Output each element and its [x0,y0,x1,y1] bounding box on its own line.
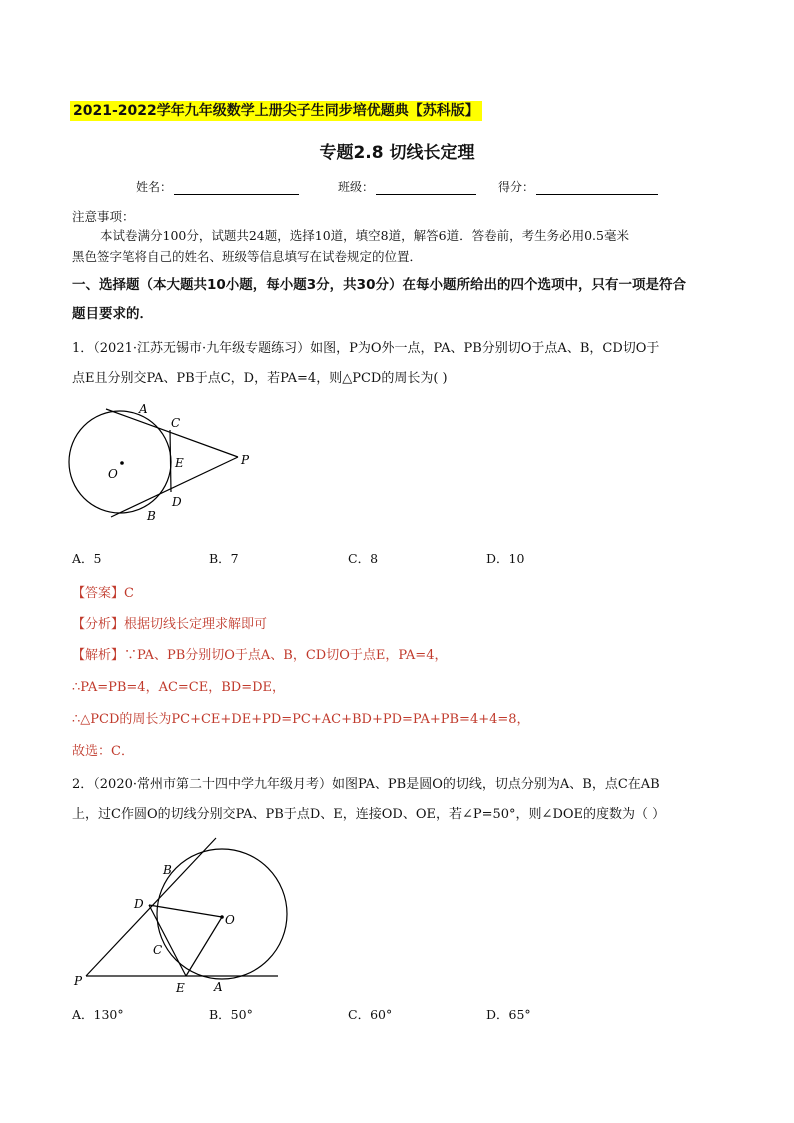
notes-line-1: 本试卷满分100分，试题共24题，选择10道，填空8道，解答6道．答卷前，考生务必用0.5毫米 [100,228,629,243]
notes-heading: 注意事项： [72,209,135,224]
q2-option-a[interactable]: A．130° [72,1007,124,1022]
q2-stem-line-2: 上，过C作圆O的切线分别交PA、PB于点D、E，连接OD、OE，若∠P=50°，则∠DOE的度数为（ ） [72,807,666,822]
q2-tangent-pb [86,838,216,976]
q2-circle [157,849,287,979]
q1-solution-1: 【解析】∵PA、PB分别切O于点A、B，CD切O于点E，PA=4， [72,648,448,663]
q1-option-a[interactable]: A．5 [72,551,102,566]
q1-option-c[interactable]: C．8 [348,551,379,566]
class-field [338,178,476,195]
q2-label-b: B [163,863,172,877]
section1-line-1: 一、选择题（本大题共10小题，每小题3分，共30分）在每小题所给出的四个选项中，只有一项是符合 [72,277,686,293]
q2-label-d: D [134,897,144,911]
q1-label-e: E [175,456,184,470]
q2-stem-line-1: 2．（2020·常州市第二十四中学九年级月考）如图PA、PB是圆O的切线，切点分别为A、B，点C在AB [72,777,660,792]
q1-label-b: B [147,509,156,523]
q2-label-o: O [225,913,235,927]
score-field [498,178,658,195]
header-band: 2021-2022学年九年级数学上册尖子生同步培优题典【苏科版】 [70,101,482,121]
q1-label-o: O [108,467,118,481]
q1-label-a: A [139,402,148,416]
q2-option-b[interactable]: B．50° [209,1007,253,1022]
q1-label-d: D [172,495,182,509]
q1-figure [66,396,266,531]
q1-solution-4: 故选：C． [72,744,134,759]
q2-center-dot [220,915,224,919]
q2-label-p: P [74,974,83,988]
page-title: 专题2.8 切线长定理 [319,143,475,163]
q1-option-d[interactable]: D．10 [486,551,525,566]
q1-stem-line-2: 点E且分别交PA、PB于点C，D，若PA=4，则△PCD的周长为( ) [72,371,448,386]
score-blank[interactable] [536,182,658,195]
q1-solution-3: ∴△PCD的周长为PC+CE+DE+PD=PC+AC+BD+PD=PA+PB=4+4=8， [72,712,530,727]
q2-label-e: E [176,981,185,995]
name-blank[interactable] [174,182,299,195]
q1-circle [69,411,171,513]
q1-label-p: P [241,453,250,467]
q2-figure [66,830,311,1000]
q1-center-dot [120,461,124,465]
q1-tangent-cd [170,430,171,492]
q2-label-a: A [214,980,223,994]
q2-label-c: C [153,943,163,957]
class-blank[interactable] [376,182,476,195]
q2-segment-od [149,905,222,917]
name-label: 姓名： [136,180,173,194]
q1-label-c: C [171,416,181,430]
section1-line-2: 题目要求的． [72,306,153,322]
q1-answer: 【答案】C [72,586,134,601]
name-field [136,178,299,195]
q2-segment-oe [186,917,222,976]
q1-analysis: 【分析】根据切线长定理求解即可 [72,617,268,632]
score-label: 得分： [498,180,535,194]
q1-solution-2: ∴PA=PB=4，AC=CE，BD=DE， [72,680,286,695]
q2-option-d[interactable]: D．65° [486,1007,531,1022]
q2-tangent-de [149,905,186,976]
class-label: 班级： [338,180,375,194]
notes-line-2: 黑色签字笔将自己的姓名、班级等信息填写在试卷规定的位置． [72,249,423,264]
q2-option-c[interactable]: C．60° [348,1007,393,1022]
q1-option-b[interactable]: B．7 [209,551,239,566]
q1-stem-line-1: 1．（2021·江苏无锡市·九年级专题练习）如图，P为O外一点，PA、PB分别切O于点A、B，CD切O于 [72,341,660,356]
